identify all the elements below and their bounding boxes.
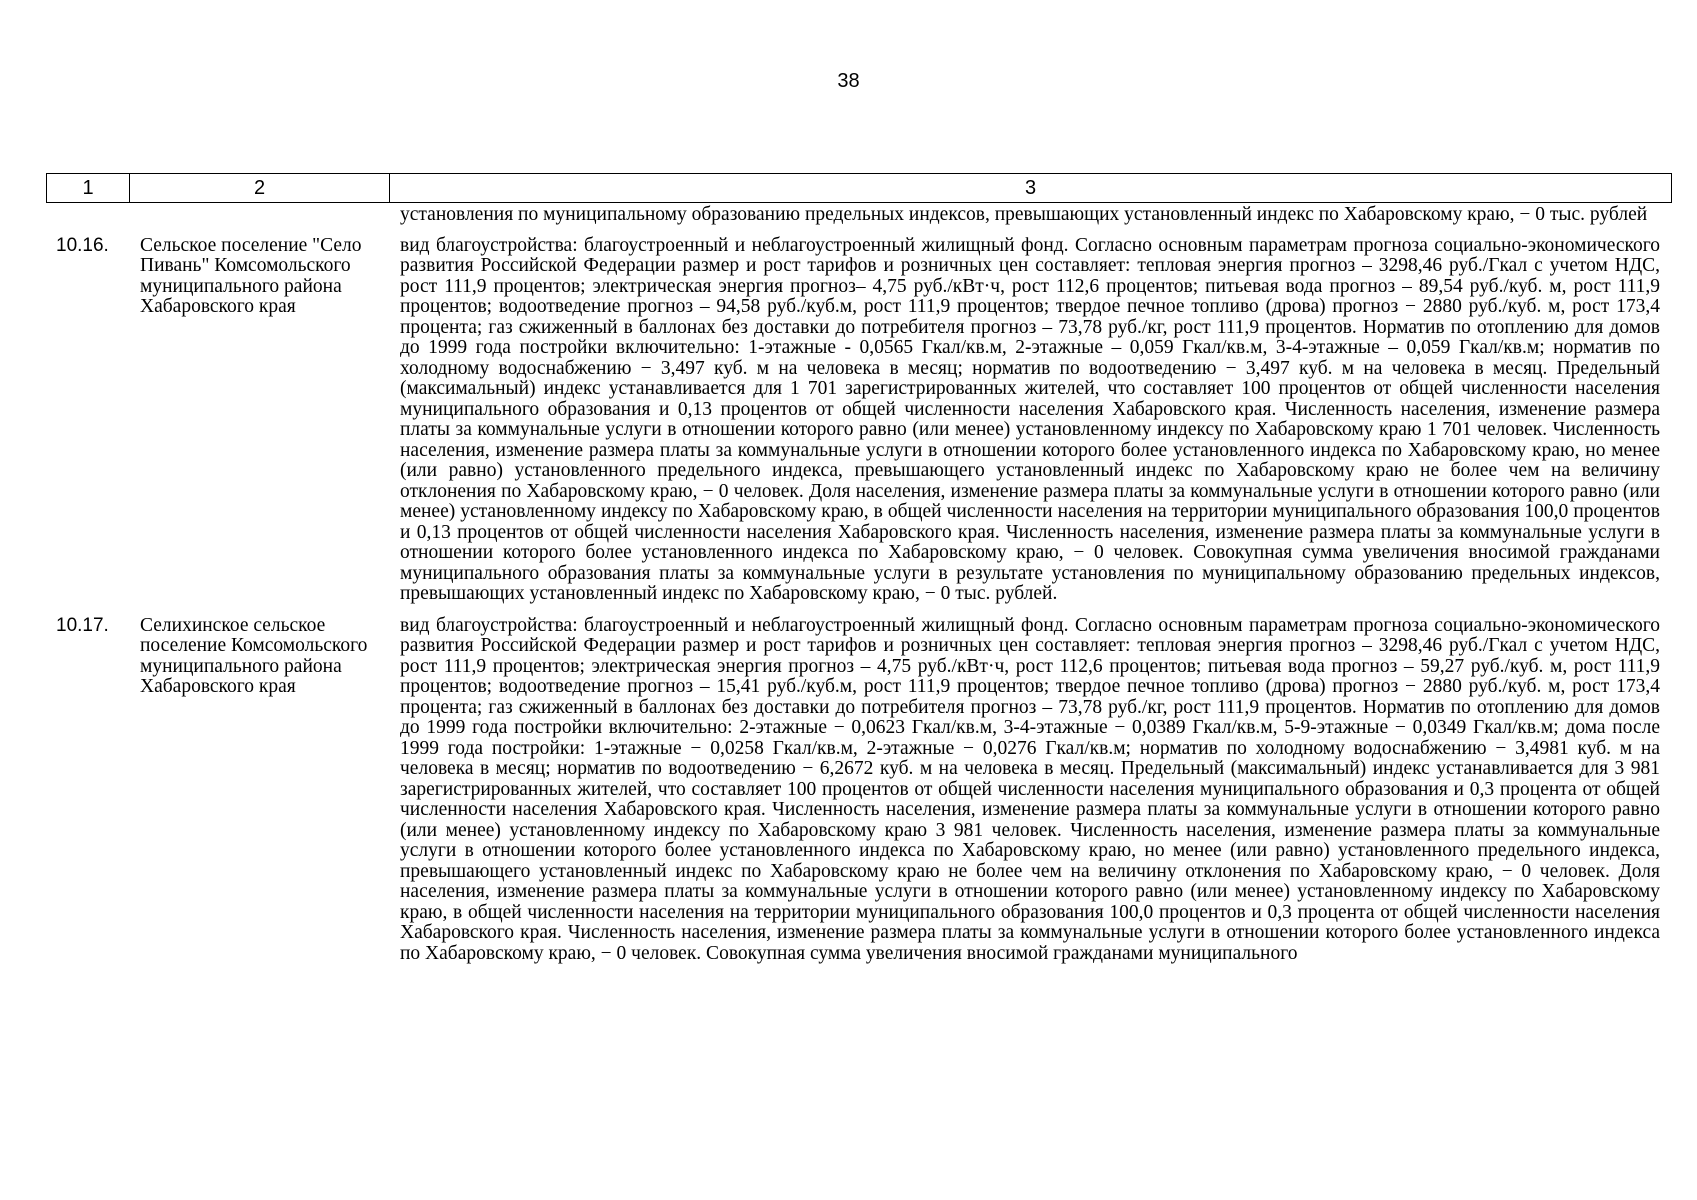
header-col-1: 1 xyxy=(47,174,130,202)
table-row-10-17 xyxy=(46,616,1672,965)
row-number: 10.17. xyxy=(56,614,109,636)
row-text: установления по муниципальному образованию предельных индексов, превышающих установленный индекс по Хабаровскому краю, − 0 тыс. рублей xyxy=(400,204,1648,225)
table-header xyxy=(46,173,1672,203)
header-col-2: 2 xyxy=(130,174,390,202)
page-number: 38 xyxy=(837,70,860,92)
header-col-3: 3 xyxy=(1024,176,1037,199)
table-row-10-16 xyxy=(46,236,1672,616)
table-body xyxy=(46,205,1672,964)
municipality-name: Селихинское сельское поселение Комсомольского муниципального района Хабаровского края xyxy=(140,614,368,697)
row-text: вид благоустройства: благоустроенный и неблагоустроенный жилищный фонд. Согласно основным параметрам прогноза социально-экономического развития Российской Федерации размер и рост тарифов и розничных цен составляет: тепловая энергия прогноз – 3298,46 руб./Гкал с учетом НДС, рост 111,9 процентов; электрическая энергия прогноз– 4,75 руб./кВт·ч, рост 112,6 процентов; питьевая вода прогноз – 89,54 руб./куб. м, рост 111,9 процентов; водоотведение прогноз – 94,58 руб./куб.м, рост 111,9 процентов; твердое печное топливо (дрова) прогноз − 2880 руб./куб. м, рост 173,4 процента; газ сжиженный в баллонах без доставки до потребителя прогноз – 73,78 руб./кг, рост 111,9 процентов. Норматив по отоплению для домов до 1999 года постройки включительно: 1-этажные - 0,0565 Гкал/кв.м, 2-этажные – 0,059 Гкал/кв.м, 3-4-этажные – 0,059 Гкал/кв.м; норматив по холодному водоснабжению − 3,497 куб. м на человека в месяц; норматив по водоотведению − 3,497 куб. м на человека в месяц. Предельный (максимальный) индекс устанавливается для 1 701 зарегистрированных жителей, что составляет 100 процентов от общей численности населения муниципального образования и 0,13 процентов от общей численности населения Хабаровского края. Численность населения, изменение размера платы за коммунальные услуги в отношении которого равно (или менее) установленному индексу по Хабаровскому краю 1 701 человек. Численность населения, изменение размера платы за коммунальные услуги в отношении которого более установленного индекса по Хабаровскому краю, но менее (или равно) установленного предельного индекса, превышающего установленный индекс по Хабаровскому краю не более чем на величину отклонения по Хабаровскому краю, − 0 человек. Доля населения, изменение размера платы за коммунальные услуги в отношении которого равно (или менее) установленному индексу по Хабаровскому краю, в общей численности населения на территории муниципального образования 100,0 процентов и 0,13 процентов от общей численности населения Хабаровского края. Численность населения, изменение размера платы за коммунальные услуги в отношении которого более установленного индекса по Хабаровскому краю, − 0 человек. Совокупная сумма увеличения вносимой гражданами муниципального образования платы за коммунальные услуги в результате установления по муниципальному образованию предельных индексов, превышающих установленный индекс по Хабаровскому краю, − 0 тыс. рублей. xyxy=(400,234,1660,604)
row-text: вид благоустройства: благоустроенный и неблагоустроенный жилищный фонд. Согласно основным параметрам прогноза социально-экономического развития Российской Федерации размер и рост тарифов и розничных цен составляет: тепловая энергия прогноз – 3298,46 руб./Гкал с учетом НДС, рост 111,9 процентов; электрическая энергия прогноз – 4,75 руб./кВт·ч, рост 112,6 процентов; питьевая вода прогноз – 59,27 руб./куб. м, рост 111,9 процентов; водоотведение прогноз – 15,41 руб./куб.м, рост 111,9 процентов; твердое печное топливо (дрова) прогноз − 2880 руб./куб. м, рост 173,4 процента; газ сжиженный в баллонах без доставки до потребителя прогноз – 73,78 руб./кг, рост 111,9 процентов. Норматив по отоплению для домов до 1999 года постройки включительно: 2-этажные − 0,0623 Гкал/кв.м, 3-4-этажные − 0,0389 Гкал/кв.м, 5-9-этажные − 0,0349 Гкал/кв.м; дома после 1999 года постройки: 1-этажные − 0,0258 Гкал/кв.м, 2-этажные − 0,0276 Гкал/кв.м; норматив по холодному водоснабжению − 3,4981 куб. м на человека в месяц; норматив по водоотведению − 6,2672 куб. м на человека в месяц. Предельный (максимальный) индекс устанавливается для 3 981 зарегистрированных жителей, что составляет 100 процентов от общей численности населения муниципального образования и 0,3 процента от общей численности населения Хабаровского края. Численность населения, изменение размера платы за коммунальные услуги в отношении которого равно (или менее) установленному индексу по Хабаровскому краю 3 981 человек. Численность населения, изменение размера платы за коммунальные услуги в отношении которого более установленного индекса по Хабаровскому краю, но менее (или равно) установленного предельного индекса, превышающего установленный индекс по Хабаровскому краю не более чем на величину отклонения по Хабаровскому краю, − 0 человек. Доля населения, изменение размера платы за коммунальные услуги в отношении которого равно (или менее) установленному индексу по Хабаровскому краю, в общей численности населения на территории муниципального образования 100,0 процентов и 0,3 процента от общей численности населения Хабаровского края. Численность населения, изменение размера платы за коммунальные услуги в отношении которого более установленного индекса по Хабаровскому краю, − 0 человек. Совокупная сумма увеличения вносимой гражданами муниципального xyxy=(400,614,1660,964)
row-number: 10.16. xyxy=(56,234,109,256)
municipality-name: Сельское поселение "Село Пивань" Комсомольского муниципального района Хабаровского края xyxy=(140,234,362,317)
table-row-continuation xyxy=(46,205,1672,236)
